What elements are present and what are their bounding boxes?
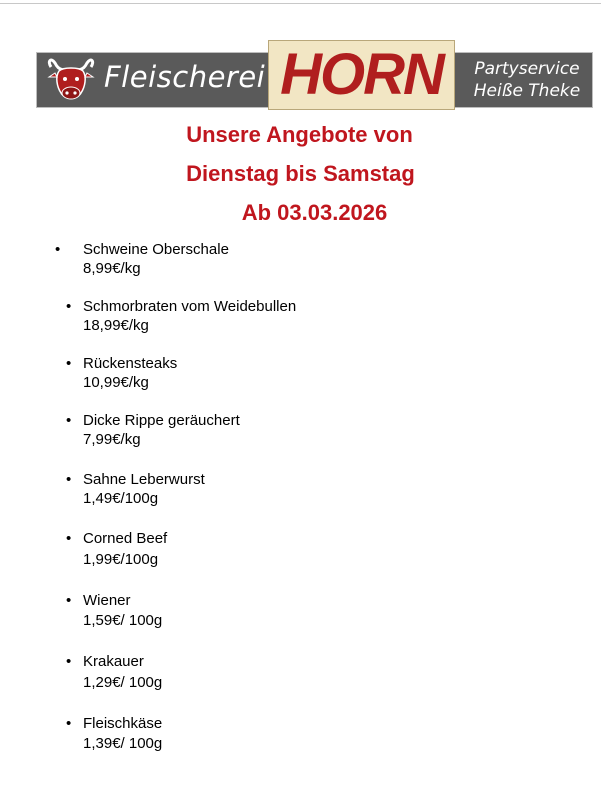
bullet-icon: • <box>55 241 61 258</box>
offer-price: 1,59€/ 100g <box>83 612 163 629</box>
store-banner <box>36 42 593 108</box>
offer-name: Sahne Leberwurst <box>83 471 205 488</box>
brand-services <box>469 58 585 102</box>
offer-price: 7,99€/kg <box>83 431 141 448</box>
offer-price: 1,99€/100g <box>83 551 159 568</box>
offer-name: Dicke Rippe geräuchert <box>83 412 240 429</box>
bullet-icon: • <box>66 530 72 547</box>
brand-horn-text: HORN <box>280 42 443 107</box>
bullet-icon: • <box>66 355 72 372</box>
offer-name: Krakauer <box>83 653 144 670</box>
bull-head-icon <box>45 57 97 105</box>
brand-service-partyservice: Partyservice <box>474 59 580 79</box>
bullet-icon: • <box>66 653 72 670</box>
offer-price: 10,99€/kg <box>83 374 149 391</box>
bullet-icon: • <box>66 592 72 609</box>
headline-line-1: Unsere Angebote von <box>186 122 413 147</box>
brand-service-heisse-theke: Heiße Theke <box>473 81 581 101</box>
headline-line-2: Dienstag bis Samstag <box>186 161 415 186</box>
offer-price: 18,99€/kg <box>83 317 149 334</box>
offer-name: Fleischkäse <box>83 715 163 732</box>
bullet-icon: • <box>66 412 72 429</box>
bullet-icon: • <box>66 298 72 315</box>
offer-name: Corned Beef <box>83 530 168 547</box>
offer-name: Rückensteaks <box>83 355 178 372</box>
offer-name: Schweine Oberschale <box>83 241 229 258</box>
offer-price: 1,49€/100g <box>83 490 159 507</box>
top-divider <box>0 3 601 4</box>
offer-price: 1,39€/ 100g <box>83 735 163 752</box>
bullet-icon: • <box>66 715 72 732</box>
headline-date: Ab 03.03.2026 <box>241 200 388 225</box>
bullet-icon: • <box>66 471 72 488</box>
brand-fleischerei-text: Fleischerei <box>104 60 266 94</box>
offer-price: 8,99€/kg <box>83 260 141 277</box>
offer-name: Schmorbraten vom Weidebullen <box>83 298 297 315</box>
offer-price: 1,29€/ 100g <box>83 674 163 691</box>
brand-horn-logo <box>268 40 455 110</box>
offer-name: Wiener <box>83 592 131 609</box>
